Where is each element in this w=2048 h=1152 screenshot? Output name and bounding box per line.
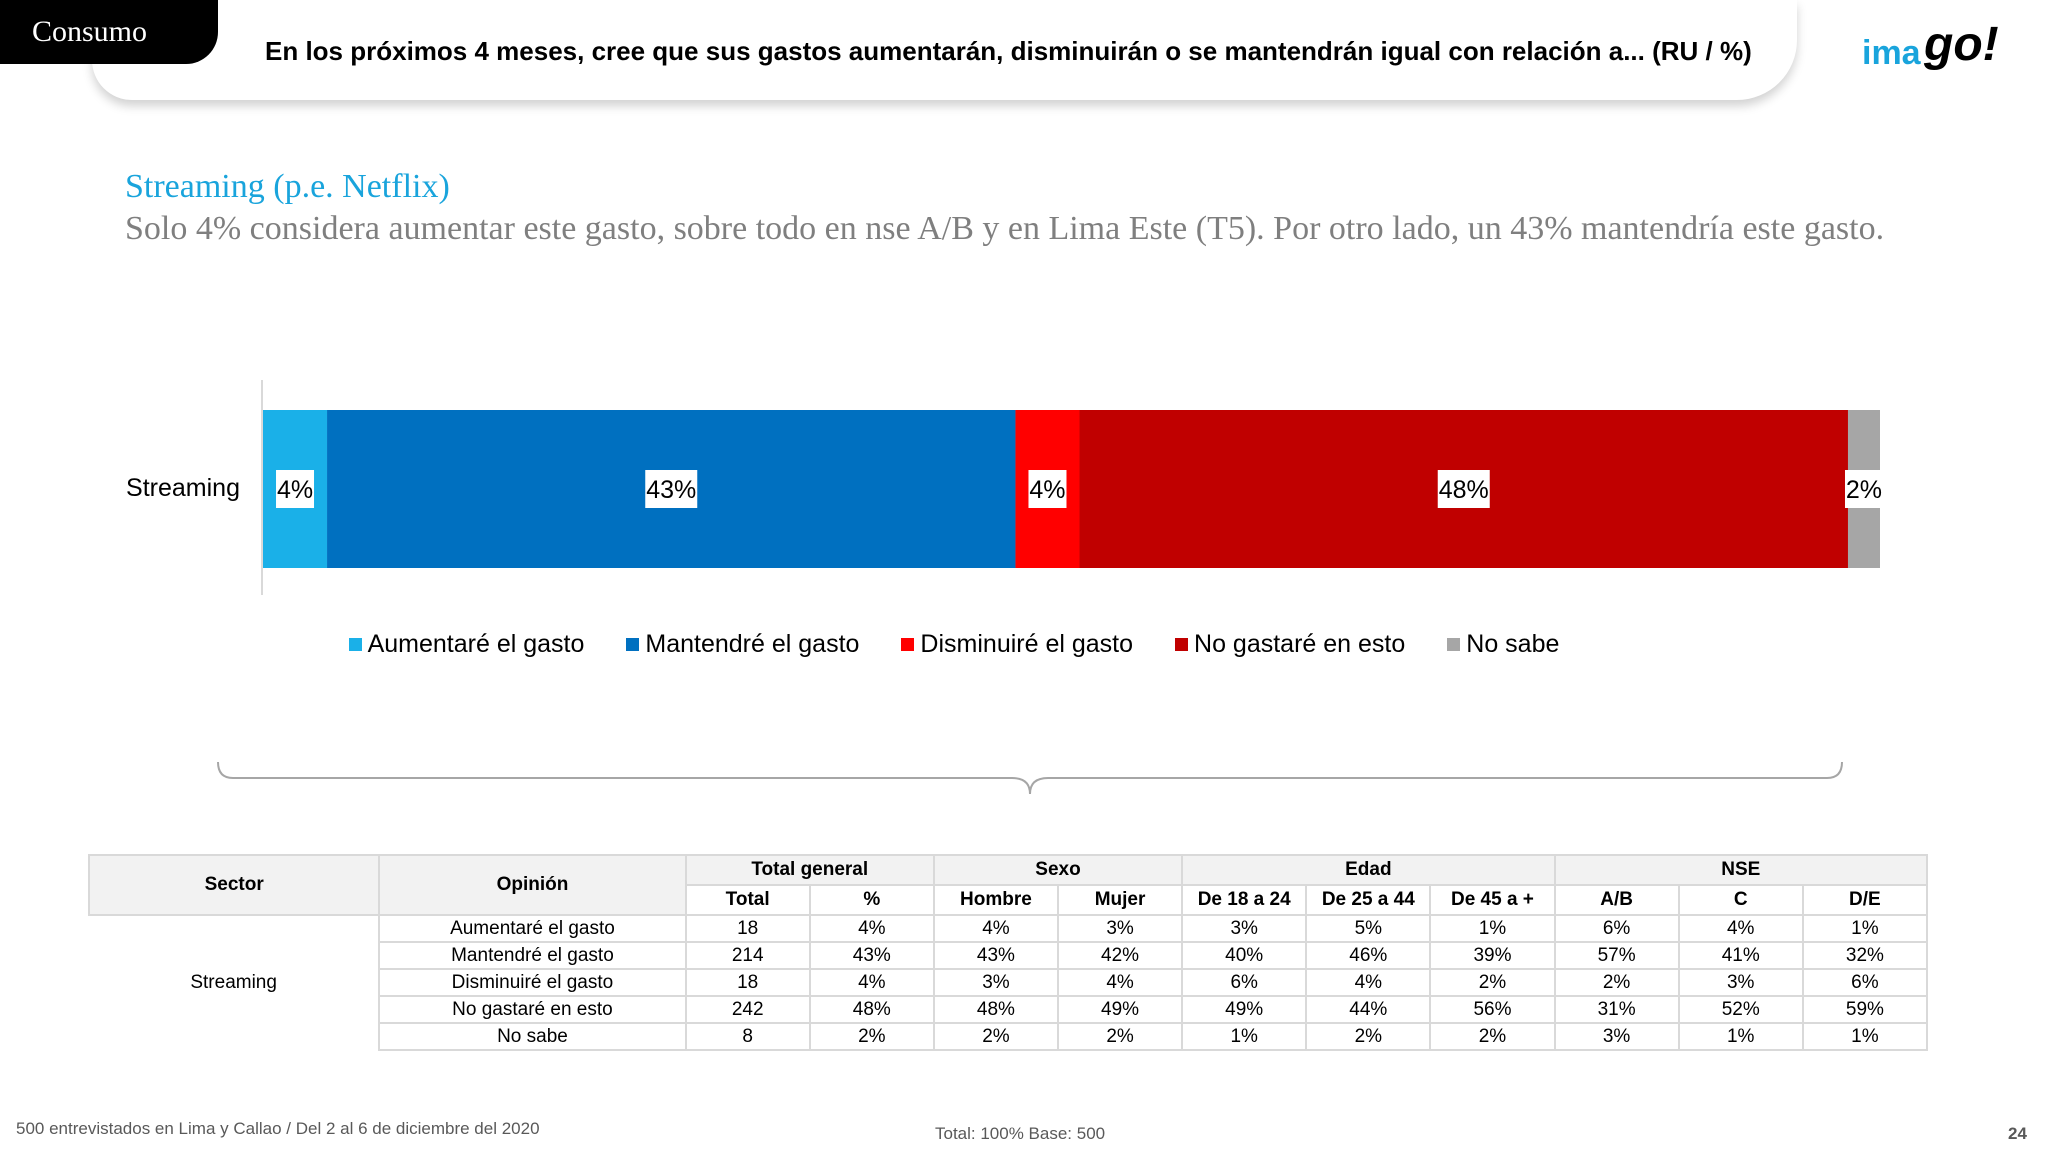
sub-header: Hombre: [934, 885, 1058, 915]
value-cell: 49%: [1058, 996, 1182, 1023]
page-number: 24: [2008, 1124, 2027, 1143]
value-cell: 4%: [1306, 969, 1430, 996]
value-cell: 44%: [1306, 996, 1430, 1023]
sector-cell: Streaming: [89, 915, 379, 1050]
value-cell: 6%: [1803, 969, 1927, 996]
value-cell: 31%: [1555, 996, 1679, 1023]
value-cell: 32%: [1803, 942, 1927, 969]
value-cell: 56%: [1430, 996, 1554, 1023]
data-label-0: 4%: [276, 476, 314, 504]
value-cell: 2%: [1430, 1023, 1554, 1050]
value-cell: 2%: [1306, 1023, 1430, 1050]
legend-item-1: [626, 630, 859, 659]
value-cell: 8: [686, 1023, 810, 1050]
value-cell: 4%: [810, 915, 934, 942]
value-cell: 2%: [1555, 969, 1679, 996]
value-cell: 2%: [934, 1023, 1058, 1050]
legend-label: Disminuiré el gasto: [920, 630, 1134, 658]
legend-swatch: [901, 638, 914, 651]
value-cell: 214: [686, 942, 810, 969]
data-label-1: 43%: [646, 476, 697, 504]
value-cell: 49%: [1182, 996, 1306, 1023]
bracket-divider: [215, 760, 1845, 805]
value-cell: 40%: [1182, 942, 1306, 969]
value-cell: 46%: [1306, 942, 1430, 969]
brand-logo: [1862, 14, 2012, 84]
table-row: [89, 915, 1927, 942]
sub-header: C: [1679, 885, 1803, 915]
question-text: En los próximos 4 meses, cree que sus gastos aumentarán, disminuirán o se mantendrán igual con relación a... (RU / %): [265, 36, 1752, 66]
sub-header: D/E: [1803, 885, 1927, 915]
value-cell: 1%: [1182, 1023, 1306, 1050]
value-cell: 48%: [810, 996, 934, 1023]
value-cell: 52%: [1679, 996, 1803, 1023]
opinion-cell: Aumentaré el gasto: [379, 915, 685, 942]
data-label-3: 48%: [1438, 476, 1489, 504]
value-cell: 5%: [1306, 915, 1430, 942]
legend-swatch: [349, 638, 362, 651]
data-label-4: 2%: [1845, 476, 1883, 504]
sub-header: De 25 a 44: [1306, 885, 1430, 915]
legend-item-2: [901, 630, 1133, 659]
value-cell: 59%: [1803, 996, 1927, 1023]
logo-text-a: ima: [1862, 34, 1921, 72]
legend-item-0: [349, 630, 585, 659]
value-cell: 2%: [810, 1023, 934, 1050]
opinion-cell: No gastaré en esto: [379, 996, 685, 1023]
value-cell: 1%: [1430, 915, 1554, 942]
legend-label: No gastaré en esto: [1194, 630, 1406, 658]
value-cell: 3%: [1679, 969, 1803, 996]
slide-description: Solo 4% considera aumentar este gasto, sobre todo en nse A/B y en Lima Este (T5). Por otro lado, un 43% mantendría este gasto.: [125, 210, 1885, 247]
logo-text-b: go!: [1924, 18, 1999, 71]
footer-base: Total: 100% Base: 500: [935, 1124, 1106, 1143]
opinion-cell: Mantendré el gasto: [379, 942, 685, 969]
legend-swatch: [1447, 638, 1460, 651]
value-cell: 18: [686, 915, 810, 942]
group-edad: Edad: [1182, 855, 1554, 885]
value-cell: 48%: [934, 996, 1058, 1023]
value-cell: 1%: [1679, 1023, 1803, 1050]
value-cell: 39%: [1430, 942, 1554, 969]
group-nse: NSE: [1555, 855, 1927, 885]
stacked-bar-chart: [0, 370, 2048, 610]
value-cell: 57%: [1555, 942, 1679, 969]
legend-label: Aumentaré el gasto: [367, 630, 585, 658]
sub-header: %: [810, 885, 934, 915]
value-cell: 3%: [1555, 1023, 1679, 1050]
sub-header: Total: [686, 885, 810, 915]
chart-legend: [0, 630, 1978, 659]
value-cell: 1%: [1803, 1023, 1927, 1050]
opinion-cell: Disminuiré el gasto: [379, 969, 685, 996]
value-cell: 2%: [1058, 1023, 1182, 1050]
sub-header: Mujer: [1058, 885, 1182, 915]
legend-label: No sabe: [1466, 630, 1560, 658]
value-cell: 43%: [810, 942, 934, 969]
value-cell: 4%: [934, 915, 1058, 942]
header-opinion: Opinión: [379, 855, 685, 915]
sub-header: De 18 a 24: [1182, 885, 1306, 915]
value-cell: 6%: [1182, 969, 1306, 996]
legend-label: Mantendré el gasto: [645, 630, 860, 658]
opinion-cell: No sabe: [379, 1023, 685, 1050]
value-cell: 6%: [1555, 915, 1679, 942]
value-cell: 43%: [934, 942, 1058, 969]
category-label: Streaming: [126, 474, 240, 502]
value-cell: 4%: [1679, 915, 1803, 942]
value-cell: 4%: [810, 969, 934, 996]
legend-item-4: [1447, 630, 1559, 659]
group-sexo: Sexo: [934, 855, 1182, 885]
header-sector: Sector: [89, 855, 379, 915]
value-cell: 2%: [1430, 969, 1554, 996]
value-cell: 3%: [1058, 915, 1182, 942]
group-total: Total general: [686, 855, 934, 885]
value-cell: 42%: [1058, 942, 1182, 969]
sub-header: De 45 a +: [1430, 885, 1554, 915]
value-cell: 18: [686, 969, 810, 996]
value-cell: 3%: [1182, 915, 1306, 942]
sub-header: A/B: [1555, 885, 1679, 915]
legend-swatch: [626, 638, 639, 651]
value-cell: 1%: [1803, 915, 1927, 942]
section-tag: Consumo: [0, 0, 218, 64]
data-table: [88, 854, 1928, 1051]
value-cell: 3%: [934, 969, 1058, 996]
slide-subtitle: Streaming (p.e. Netflix): [125, 168, 450, 205]
value-cell: 4%: [1058, 969, 1182, 996]
value-cell: 41%: [1679, 942, 1803, 969]
footer-source: 500 entrevistados en Lima y Callao / Del 2 al 6 de diciembre del 2020: [16, 1119, 540, 1138]
data-label-2: 4%: [1029, 476, 1066, 504]
legend-item-3: [1175, 630, 1405, 659]
legend-swatch: [1175, 638, 1188, 651]
value-cell: 242: [686, 996, 810, 1023]
